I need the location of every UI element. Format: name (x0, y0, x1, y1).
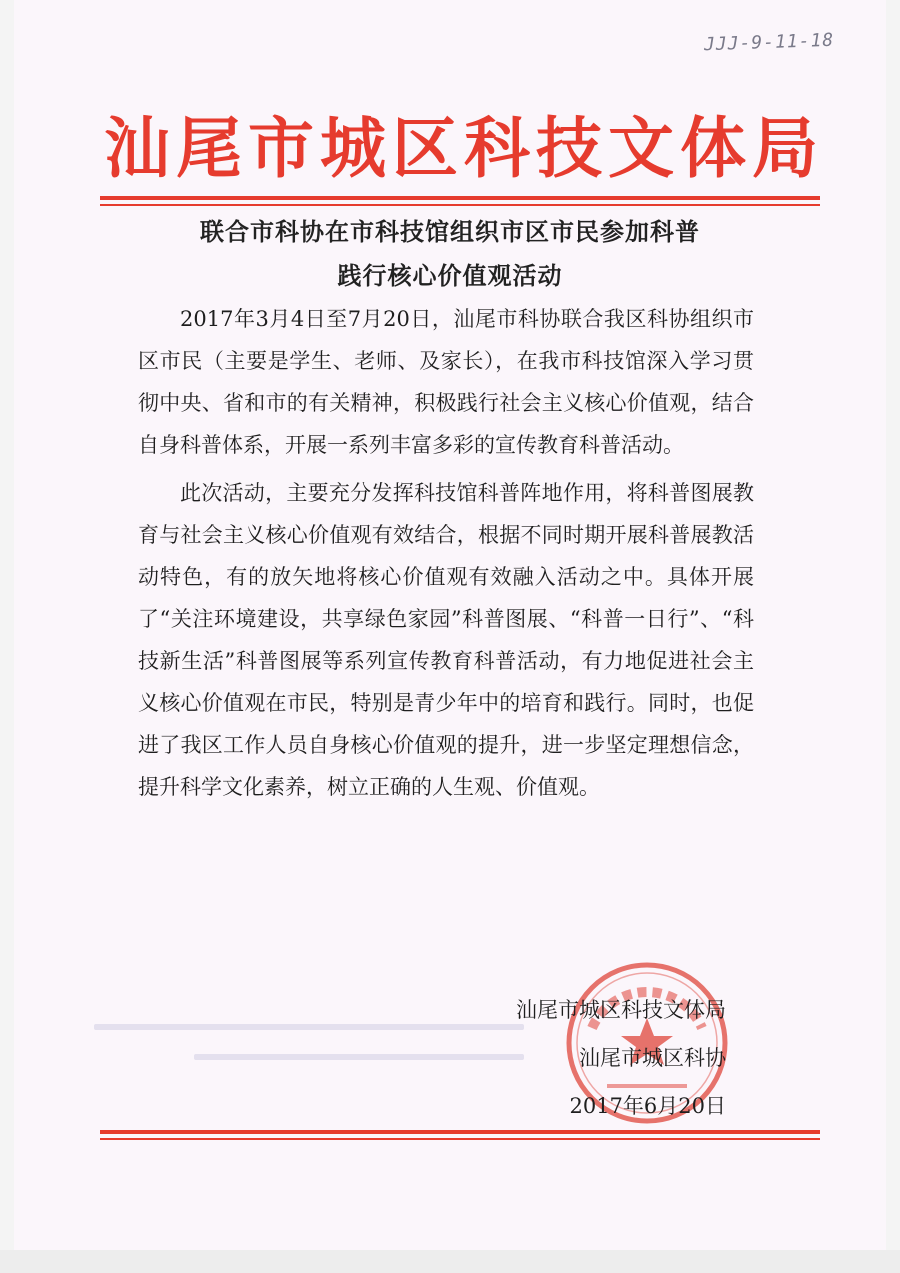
scan-bottom-margin (0, 1250, 900, 1273)
signoff-issuer-2: 汕尾市城区科协 (579, 1046, 726, 1070)
letterhead-rule-thin (100, 204, 820, 206)
bleed-through-mark (94, 1024, 524, 1030)
body-paragraph-2: 此次活动，主要充分发挥科技馆科普阵地作用，将科普图展教育与社会主义核心价值观有效结合，根据不同时期开展科普展教活动特色，有的放矢地将核心价值观有效融入活动之中。具体开展了“关注环境建设，共享绿色家园”科普图展、“科普一日行”、“科技新生活”科普图展等系列宣传教育科普活动，有力地促进社会主义核心价值观在市民，特别是青少年中的培育和践行。同时，也促进了我区工作人员自身核心价值观的提升，进一步坚定理想信念，提升科学文化素养，树立正确的人生观、价值观。 (138, 481, 754, 799)
document-page (14, 0, 886, 1250)
footer-rule-thick (100, 1130, 820, 1134)
bleed-through-mark (194, 1054, 524, 1060)
document-title-line-1: 联合市科协在市科技馆组织市区市民参加科普 (200, 218, 700, 246)
letterhead-rule-thick (100, 196, 820, 200)
handwritten-reference-number: JJJ-9-11-18 (703, 29, 835, 56)
footer-rule-thin (100, 1138, 820, 1140)
signoff-date: 2017年6月20日 (569, 1094, 726, 1118)
signoff-issuer-1: 汕尾市城区科技文体局 (516, 998, 726, 1022)
letterhead-title: 汕尾市城区科技文体局 (104, 109, 824, 187)
document-title-line-2: 践行核心价值观活动 (337, 262, 563, 290)
document-body (138, 298, 754, 814)
body-paragraph-1: 2017年3月4日至7月20日，汕尾市科协联合我区科协组织市区市民（主要是学生、老师、及家长），在我市科技馆深入学习贯彻中央、省和市的有关精神，积极践行社会主义核心价值观，结合自身科普体系，开展一系列丰富多彩的宣传教育科普活动。 (138, 307, 754, 457)
